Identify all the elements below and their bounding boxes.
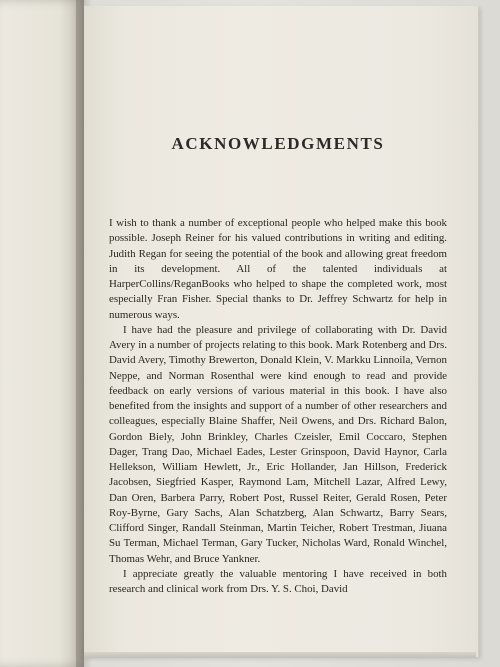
paragraph-3: I appreciate greatly the valuable mentoring I have received in both research and clinical work from Drs. Y. S. Choi, David	[109, 567, 447, 595]
acknowledgments-body	[109, 216, 447, 597]
page-bottom-edge	[84, 652, 476, 658]
paragraph-1: I wish to thank a number of exceptional people who helped make this book possible. Joseph Reiner for his valued contributions in writing and editing. Judith Regan for seeing the potential of the book and allowing great freedom in its development. All of the talented individuals at HarperCollins/ReganBooks who helped to shape the completed work, most especially Fran Fisher. Special thanks to Dr. Jeffrey Schwartz for help in numerous ways.	[109, 217, 447, 321]
left-page	[0, 0, 84, 667]
paragraph-2: I have had the pleasure and privilege of collaborating with Dr. David Avery in a number of projects relating to this book. Mark Rotenberg and Drs. David Avery, Timothy Brewerton, Donald Klein, V. Markku Linnoila, Vernon Neppe, and Norman Rosenthal were kind enough to read and provide feedback on early versions of various material in this book. I have also benefited from the insights and support of a number of other researchers and colleagues, especially Blaine Shaffer, Neil Owens, and Drs. Richard Balon, Gordon Biely, John Brinkley, Charles Czeisler, Emil Coccaro, Stephen Dager, Trang Dao, Michael Eades, Lester Grinspoon, David Haynor, Carla Hellekson, William Hewlett, Jr., Eric Hollander, Jan Hillson, Frederick Jacobsen, Siegfried Kasper, Raymond Lam, Mitchell Lazar, Alfred Lewy, Dan Oren, Barbera Parry, Robert Post, Russel Reiter, Gerald Rosen, Peter Roy-Byrne, Gary Sachs, Alan Schatzberg, Alan Schwartz, Barry Sears, Clifford Singer, Randall Steinman, Martin Teicher, Robert Trestman, Jiuana Su Terman, Michael Terman, Gary Tucker, Nicholas Ward, Ronald Winchel, Thomas Wehr, and Bruce Yankner.	[109, 323, 447, 565]
book-page	[84, 6, 479, 657]
page-content	[109, 134, 447, 595]
page-heading: ACKNOWLEDGMENTS	[171, 134, 385, 153]
